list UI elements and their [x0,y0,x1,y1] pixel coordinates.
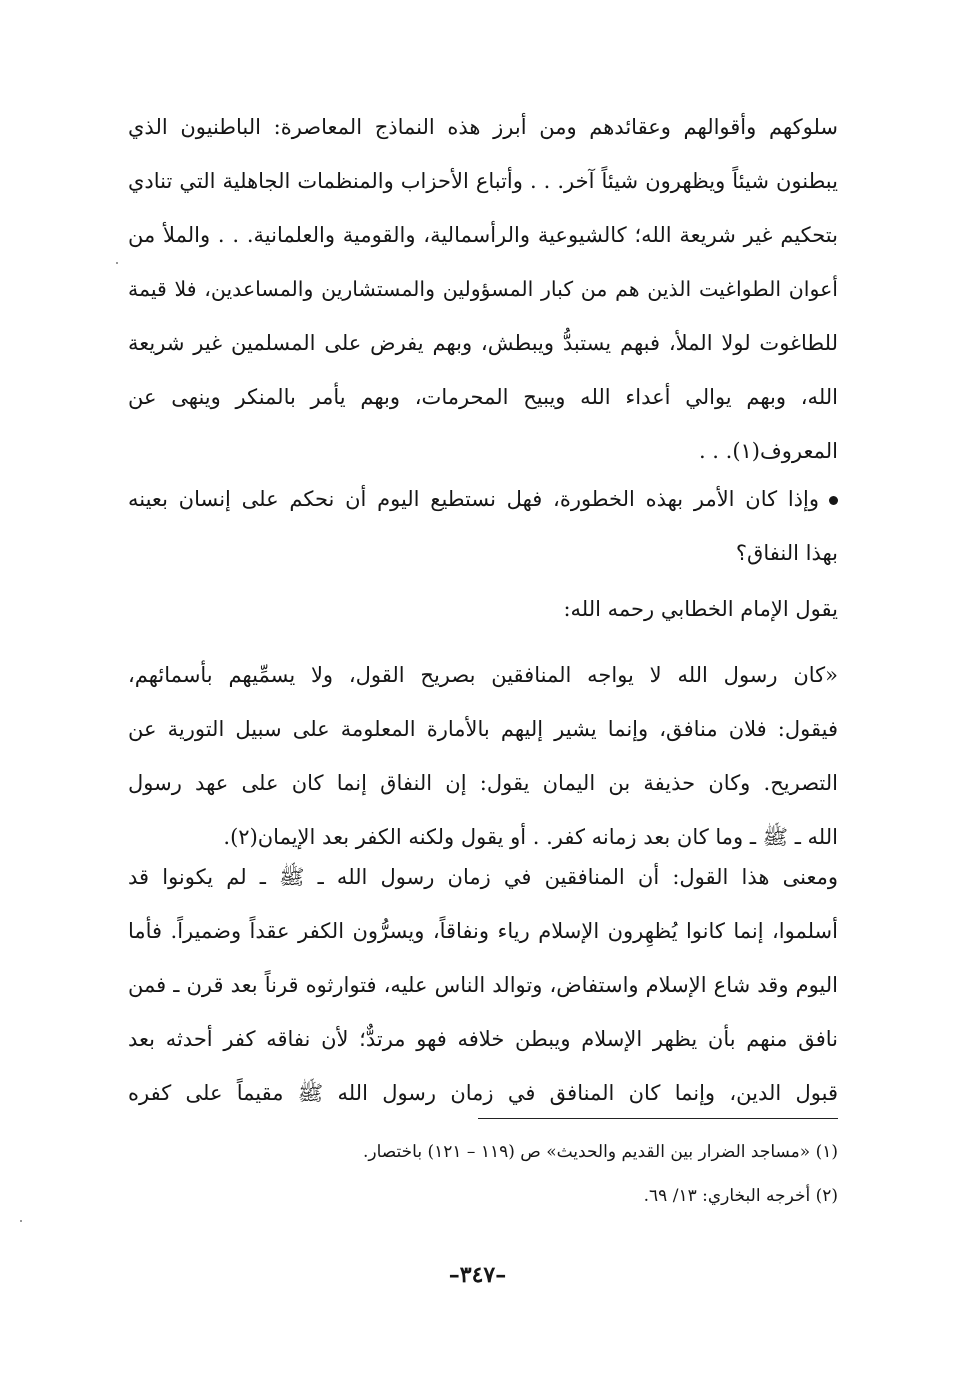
footnote-2: (٢) أخرجه البخاري: ١٣/ ٦٩. [643,1186,838,1206]
text-line: الله ـ ﷺ ـ وما كان بعد زمانه كفر. . أو يقول ولكنه الكفر بعد الإيمان(٢). [223,825,838,849]
text-line: يقول الإمام الخطابي رحمه الله: [563,597,838,621]
text-line: اليوم وقد شاع الإسلام واستفاض، وتوالد الناس عليه، فتوارثوه قرناً بعد قرن ـ فمن [128,973,838,997]
text-line: سلوكهم وأقوالهم وعقائدهم ومن أبرز هذه النماذج المعاصرة: الباطنيون الذي [128,115,838,139]
text-line: قبول الدين، وإنما كان المنافق في زمان رسول الله ﷺ مقيماً على كفره [128,1081,838,1105]
scan-speck [20,1220,22,1222]
text-line: المعروف(١). . . [698,439,838,463]
text-line: التصريح. وكان حذيفة بن اليمان يقول: إن النفاق إنما كان على عهد رسول [128,771,838,795]
text-line: يبطنون شيئاً ويظهرون شيئاً آخر. . . وأتباع الأحزاب والمنظمات الجاهلية التي تنادي [128,169,838,193]
text-line: ومعنى هذا القول: أن المنافقين في زمان رسول الله ـ ﷺ ـ لم يكونوا قد [128,865,838,889]
text-line [128,472,838,526]
paragraph-3 [128,582,838,636]
page-number: –٣٤٧– [448,1262,507,1288]
text-line: فيقول: فلان منافق، وإنما يشير إليهم بالأمارة المعلومة على سبيل التورية عن [128,717,838,741]
text-line: للطاغوت لولا الملأ، فبهم يستبدُّ ويبطش، وبهم يفرض على المسلمين غير شريعة [128,331,838,355]
paragraph-5 [128,850,838,1120]
text-line: نافق منهم بأن يظهر الإسلام ويبطن خلافه فهو مرتدٌّ؛ لأن نفاقه كفر أحدثه بعد [128,1027,838,1051]
footnote-separator [478,1118,838,1119]
paragraph-1 [128,100,838,478]
text-line: أسلموا، إنما كانوا يُظهِرون الإسلام رياء ونفاقاً، ويسرُّون الكفر عقداً وضميراً. فأما [128,919,838,943]
scan-speck [116,262,118,264]
text-line: بهذا النفاق؟ [735,541,838,565]
text-line: «كان رسول الله لا يواجه المنافقين بصريح القول، ولا يسمِّيهم بأسمائهم، [128,663,838,687]
bullet-icon [829,496,838,505]
text-line: الله، وبهم يوالي أعداء الله ويبيح المحرمات، وبهم يأمر بالمنكر وينهى عن [128,385,838,409]
text-line: أعوان الطواغيت الذين هم من كبار المسؤولين والمستشارين والمساعدين، فلا قيمة [128,277,838,301]
paragraph-4-quote [128,648,838,864]
text-line-content: وإذا كان الأمر بهذه الخطورة، فهل نستطيع اليوم أن نحكم على إنسان بعينه [128,487,819,511]
footnotes [200,1130,838,1218]
footnote-1: (١) «مساجد الضرار بين القديم والحديث» ص (١١٩ – ١٢١) باختصار. [362,1142,838,1162]
paragraph-2 [128,472,838,580]
text-line: بتحكيم غير شريعة الله؛ كالشيوعية والرأسمالية، والقومية والعلمانية. . . والملأ من [128,223,838,247]
